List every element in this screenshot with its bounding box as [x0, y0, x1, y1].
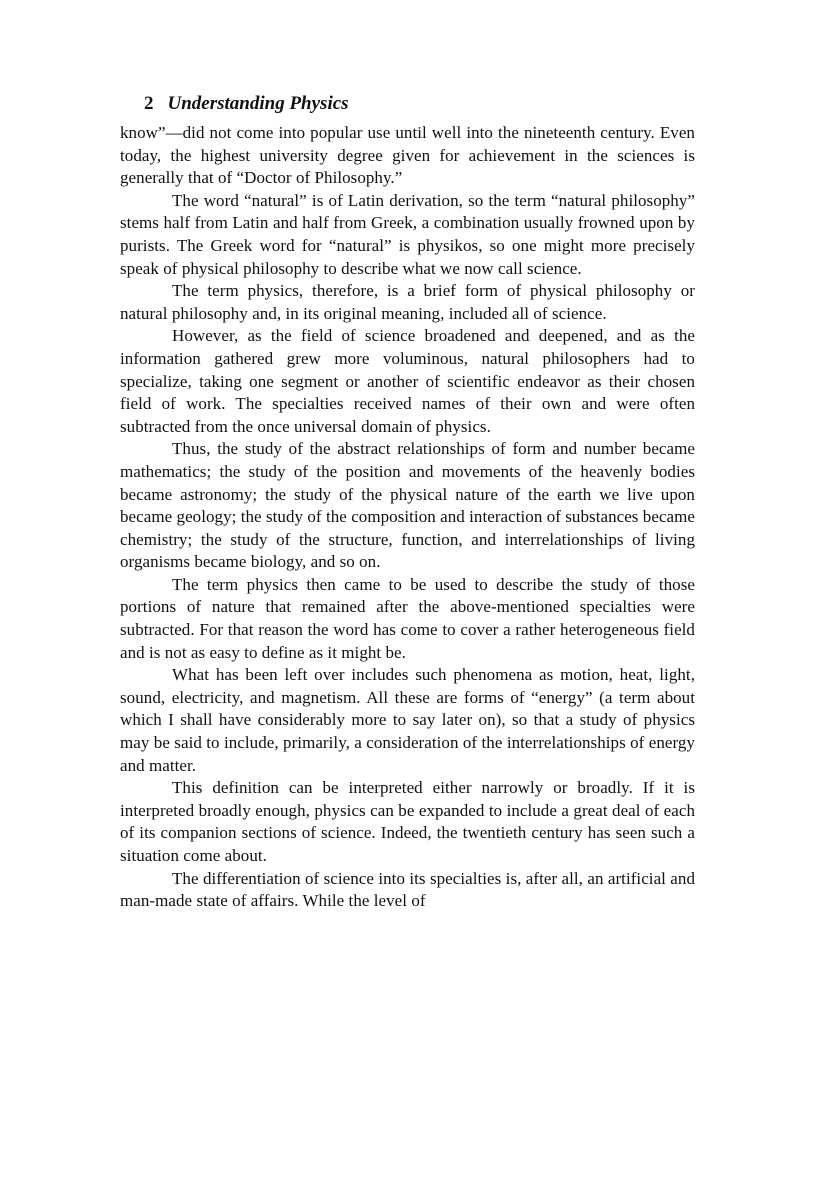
paragraph-physics-remainder: The term physics then came to be used to describe the study of those portions of nature that remained after the above-mentioned specialties were subtracted. For that reason the word has come to cover a rather heterogeneous field and is not as easy to define as it might be.	[120, 574, 695, 662]
paragraph-differentiation: The differentiation of science into its specialties is, after all, an artificial and man-made state of affairs. While the level of	[120, 868, 695, 911]
paragraph-energy-matter: What has been left over includes such phenomena as motion, heat, light, sound, electricity, and magnetism. All these are forms of “energy” (a term about which I shall have considerably more to say later on), so that a study of physics may be said to include, primarily, a consideration of the interrelationships of energy and matter.	[120, 665, 695, 775]
paragraph-continued: know”—did not come into popular use until well into the nineteenth century. Even today, the highest university degree given for achievement in the sciences is generally that of “Doctor of Philosophy.”	[120, 123, 695, 188]
book-page	[120, 92, 695, 913]
paragraph-natural-philosophy: The word “natural” is of Latin derivation, so the term “natural philosophy” stems half from Latin and half from Greek, a combination usually frowned upon by purists. The Greek word for “natural” is physikos, so one might more precisely speak of physical philosophy to describe what we now call science.	[120, 190, 695, 278]
paragraph-specialization: However, as the field of science broadened and deepened, and as the information gathered grew more voluminous, natural philosophers had to specialize, taking one segment or another of scientific endeavor as their chosen field of work. The specialties received names of their own and were often subtracted from the once universal domain of physics.	[120, 326, 695, 436]
running-title: Understanding Physics	[167, 93, 349, 114]
running-header	[144, 92, 695, 116]
paragraph-definition: This definition can be interpreted either narrowly or broadly. If it is interpreted broadly enough, physics can be expanded to include a great deal of each of its companion sections of science. Indeed, the twentieth century has seen such a situation come about.	[120, 778, 695, 865]
page-number: 2	[144, 93, 154, 114]
paragraph-term-physics: The term physics, therefore, is a brief form of physical philosophy or natural philosophy and, in its original meaning, included all of science.	[120, 281, 695, 323]
paragraph-sciences-list: Thus, the study of the abstract relationships of form and number became mathematics; the study of the position and movements of the heavenly bodies became astronomy; the study of the physical nature of the earth we live upon became geology; the study of the composition and interaction of substances became chemistry; the study of the structure, function, and interrelationships of living organisms became biology, and so on.	[120, 439, 695, 572]
